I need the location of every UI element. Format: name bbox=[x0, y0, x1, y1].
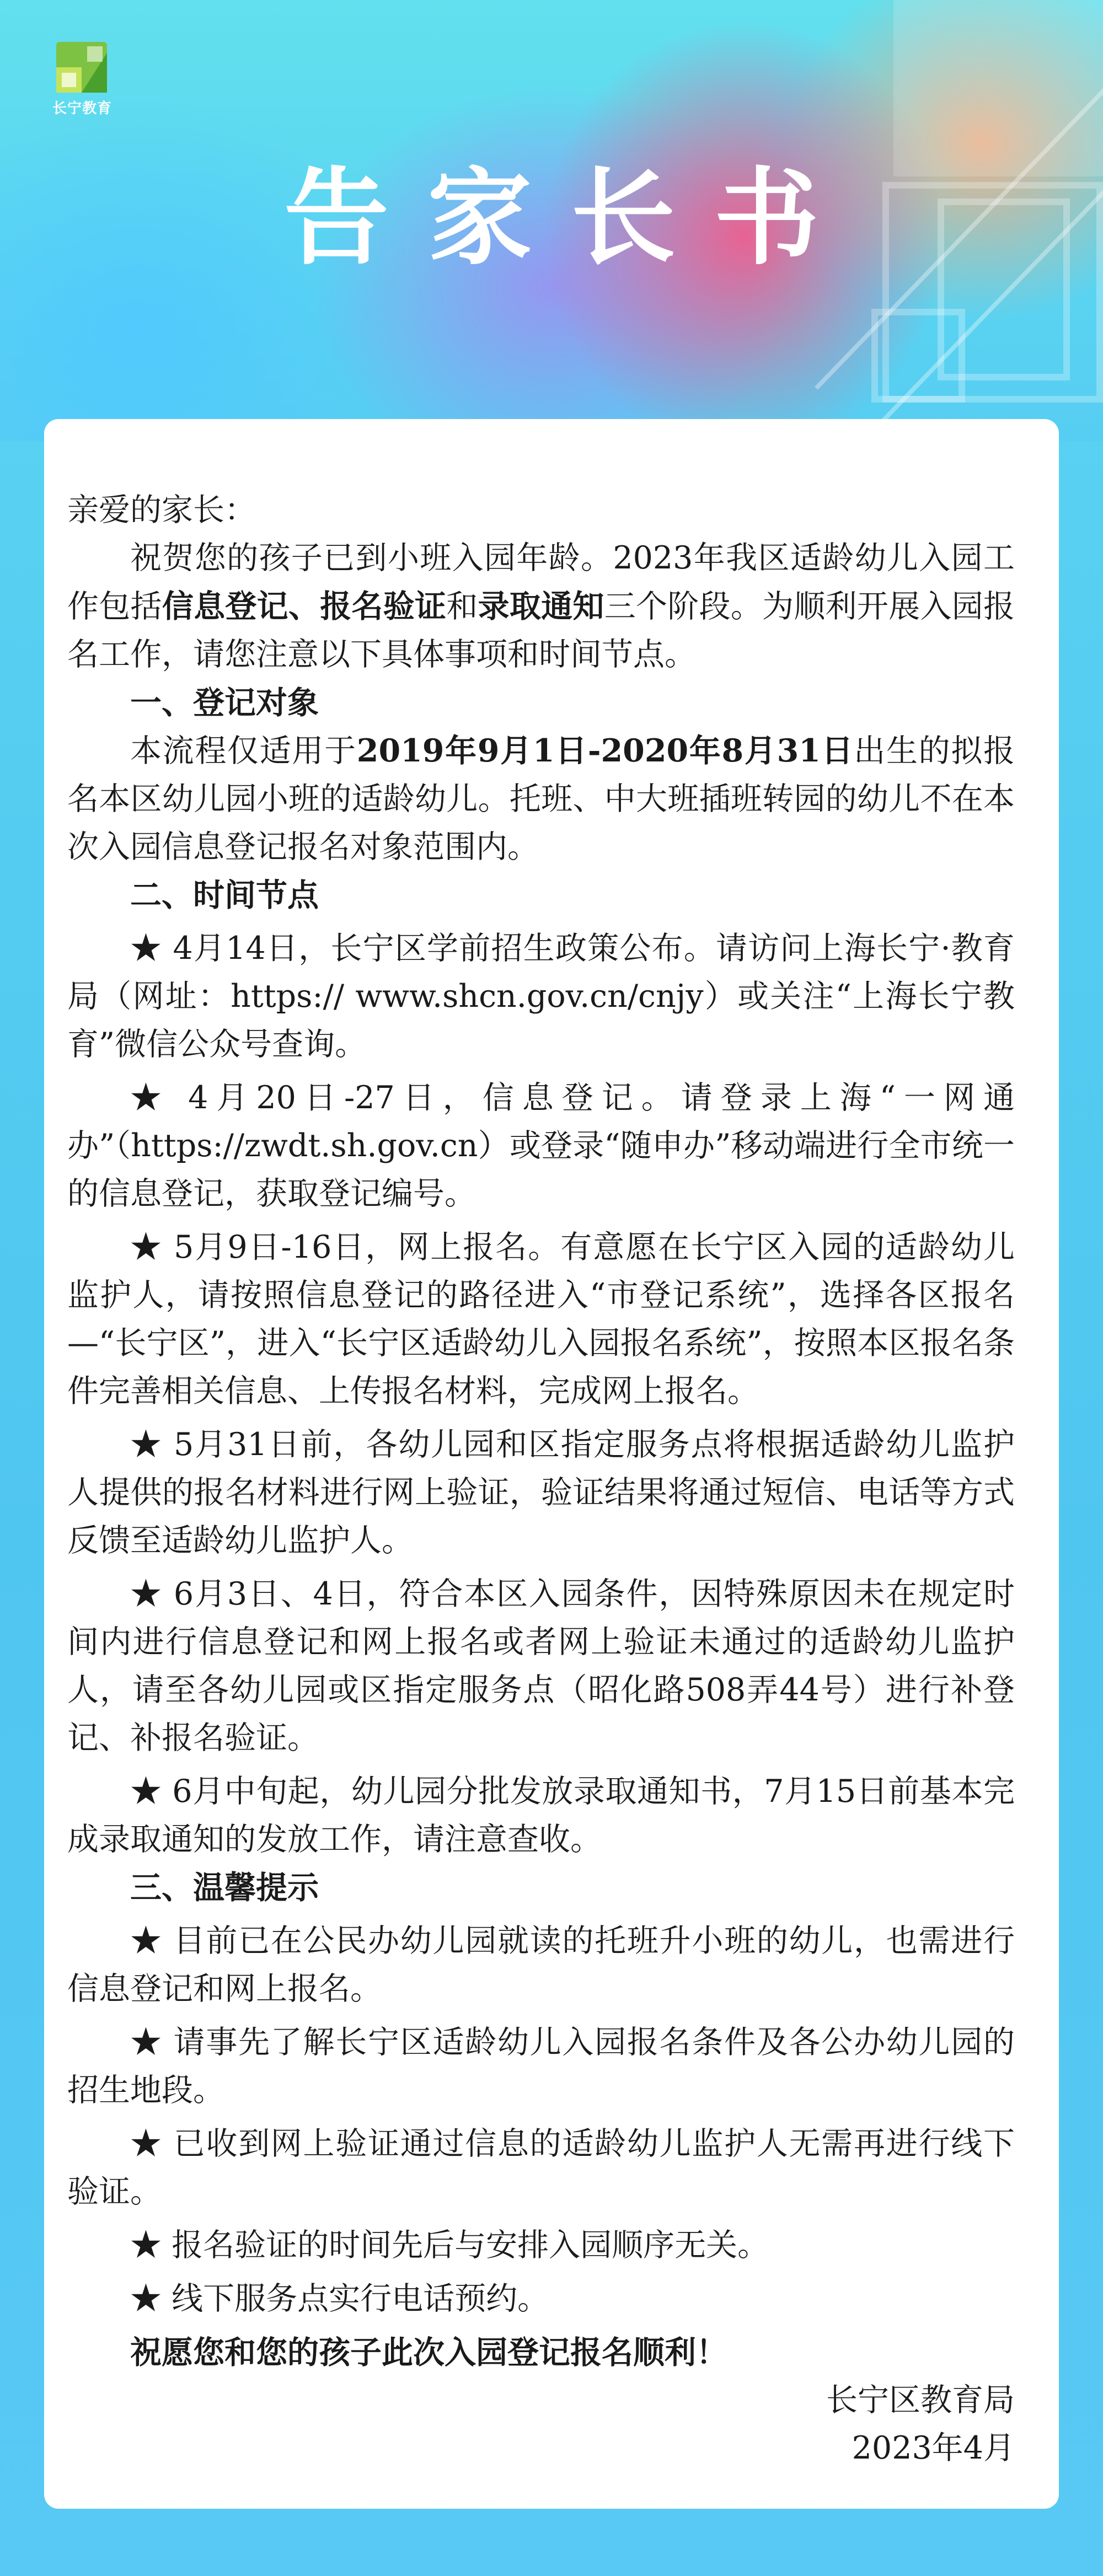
logo-mark-icon bbox=[56, 42, 107, 93]
changning-education-logo bbox=[46, 42, 118, 125]
intro-paragraph bbox=[67, 534, 1015, 679]
section-heading-tips: 三、温馨提示 bbox=[130, 1869, 319, 1906]
hero-banner bbox=[0, 0, 1103, 441]
timeline-item: ★ 4月20日-27日，信息登记。请登录上海“一网通办”（https://zwdt.sh.gov.cn）或登录“随申办”移动端进行全市统一的信息登记，获取登记编号。 bbox=[67, 1080, 1015, 1212]
letter-date: 2023年4月 bbox=[852, 2430, 1015, 2466]
tip-item: ★ 请事先了解长宁区适龄幼儿入园报名条件及各公办幼儿园的招生地段。 bbox=[67, 2024, 1015, 2108]
eligibility-text-end: 出生的拟报名本区幼儿园小班的适龄幼儿。托班、中大班插班转园的幼儿不在本次入园信息登记报名对象范围内。 bbox=[67, 733, 1015, 865]
stage-admission-notice: 录取通知 bbox=[478, 588, 604, 625]
signature: 长宁区教育局 bbox=[826, 2382, 1015, 2418]
eligibility-paragraph bbox=[67, 727, 1015, 871]
decor-square bbox=[871, 309, 965, 402]
letter-body bbox=[67, 486, 1015, 2472]
eligibility-text: 本流程仅适用于 bbox=[130, 733, 357, 769]
tip-item: ★ 报名验证的时间先后与安排入园顺序无关。 bbox=[130, 2227, 769, 2263]
timeline-item: ★ 4月14日，长宁区学前招生政策公布。请访问上海长宁·教育局（网址：https:// www.shcn.gov.cn/cnjy）或关注“上海长宁教育”微信公众号查询。 bbox=[67, 930, 1015, 1062]
salutation: 亲爱的家长： bbox=[67, 492, 256, 528]
timeline-item: ★ 6月3日、4日，符合本区入园条件，因特殊原因未在规定时间内进行信息登记和网上报名或者网上验证未通过的适龄幼儿监护人，请至各幼儿园或区指定服务点（昭化路508弄44号）进行补登记、补报名验证。 bbox=[67, 1576, 1015, 1756]
stage-registration: 信息登记 bbox=[162, 588, 288, 625]
letter-card bbox=[44, 419, 1059, 2509]
stage-verification: 报名验证 bbox=[320, 588, 447, 625]
section-heading-eligibility: 一、登记对象 bbox=[130, 684, 319, 721]
timeline-item: ★ 5月9日-16日，网上报名。有意愿在长宁区入园的适龄幼儿监护人，请按照信息登记的路径进入“市登记系统”，选择各区报名—“长宁区”，进入“长宁区适龄幼儿入园报名系统”，按照本区报名条件完善相关信息、上传报名材料，完成网上报名。 bbox=[67, 1229, 1015, 1409]
eligibility-date-range: 2019年9月1日-2020年8月31日 bbox=[356, 732, 854, 769]
page-title: 告家长书 bbox=[283, 156, 858, 279]
stage-separator: 、 bbox=[288, 588, 320, 625]
closing-wish: 祝愿您和您的孩子此次入园登记报名顺利！ bbox=[130, 2334, 727, 2371]
timeline-item: ★ 6月中旬起，幼儿园分批发放录取通知书，7月15日前基本完成录取通知的发放工作，请注意查收。 bbox=[67, 1773, 1015, 1858]
tip-item: ★ 目前已在公民办幼儿园就读的托班升小班的幼儿，也需进行信息登记和网上报名。 bbox=[67, 1923, 1015, 2007]
intro-text: 祝贺您的孩子已到小班入园年龄。2023年我区适龄幼儿入园工作包括 bbox=[67, 540, 1015, 625]
stage-conjunction: 和 bbox=[446, 588, 478, 625]
logo-text: 长宁教育 bbox=[52, 100, 112, 117]
intro-text-end: 三个阶段。为顺利开展入园报名工作，请您注意以下具体事项和时间节点。 bbox=[67, 588, 1015, 673]
section-heading-timeline: 二、时间节点 bbox=[130, 877, 319, 914]
timeline-item: ★ 5月31日前，各幼儿园和区指定服务点将根据适龄幼儿监护人提供的报名材料进行网上验证，验证结果将通过短信、电话等方式反馈至适龄幼儿监护人。 bbox=[67, 1426, 1015, 1559]
tip-item: ★ 线下服务点实行电话预约。 bbox=[130, 2280, 549, 2317]
tip-item: ★ 已收到网上验证通过信息的适龄幼儿监护人无需再进行线下验证。 bbox=[67, 2126, 1015, 2210]
